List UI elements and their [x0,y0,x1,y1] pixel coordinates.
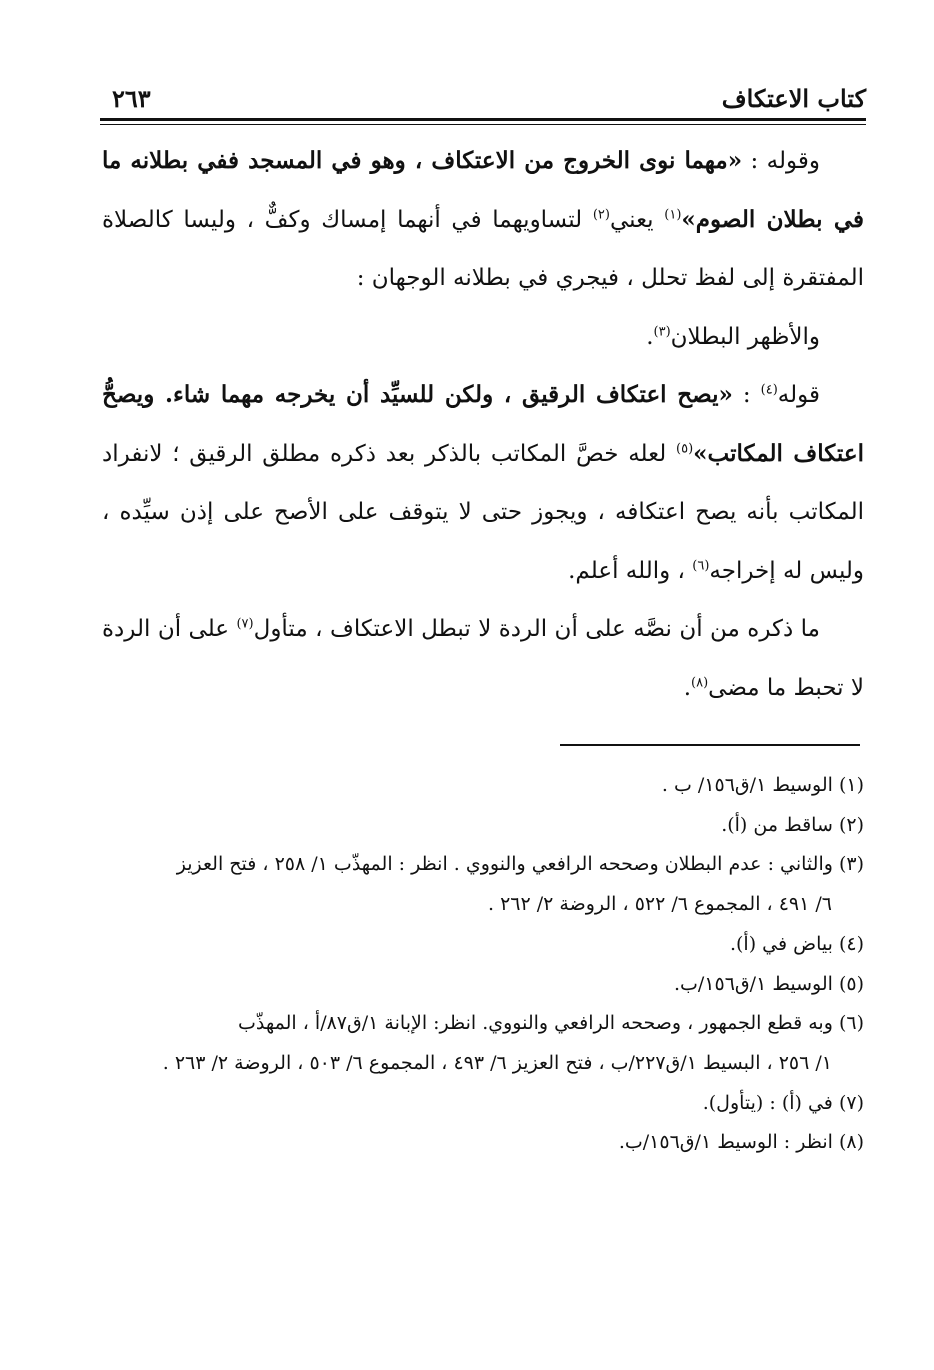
p2-text: والأظهر البطلان [670,323,820,350]
p4-end: . [683,674,692,701]
footnote-ref-6: (٦) [692,557,710,573]
footnotes [102,766,864,1163]
footnote-ref-3: (٣) [653,323,671,339]
header-rule-thick [100,118,866,121]
footnote-2 [102,806,864,846]
paragraph-3 [102,366,864,600]
p3-quote: «يصح اعتكاف الرقيق ، ولكن للسيِّد أن يخرجه مهما شاء. ويصحُّ اعتكاف المكاتب» [102,381,864,467]
footnote-ref-2: (٢) [592,206,610,222]
p4-text-1: ما ذكره من أن نصَّه على أن الردة لا تبطل الاعتكاف ، متأول [253,616,820,642]
footnote-text: الوسيط ١/ق١٥٦/ ب . [661,774,839,796]
footnote-number: (٦) [838,1012,864,1035]
p4-text-2: على أن الردة لا تحبط ما مضى [102,616,864,701]
paragraph-1 [102,132,864,308]
p3-colon: : [732,382,761,408]
p2-end: . [646,323,654,350]
footnote-number: (٢) [838,813,864,836]
footnote-ref-1: (١) [664,206,682,222]
footnote-text: انظر : الوسيط ١/ق١٥٦/ب. [618,1131,839,1154]
footnote-7 [102,1084,864,1124]
footnote-4 [102,925,864,965]
footnote-number: (٨) [838,1131,864,1154]
footnote-text: في (أ) : (يتأول). [702,1091,839,1114]
p3-intro: قوله [777,382,821,408]
footnote-separator [560,744,860,746]
p1-text-1: يعني [609,206,665,233]
p1-text-2: لتساويهما في أنهما إمساك وكفٌّ ، وليسا كالصلاة المفتقرة إلى لفظ تحلل ، فيجري في بطلانه الوجهان : [102,206,864,291]
footnote-5 [102,965,864,1005]
page-number: ٢٦٣ [112,84,151,113]
footnote-ref-5: (٥) [676,440,694,456]
p3-text-1: لعله خصَّ المكاتب بالذكر بعد ذكره مطلق الرقيق ؛ لانفراد المكاتب بأنه يصح اعتكافه ، ويجوز حتى لا يتوقف على الأصح على إذن سيِّده ، وليس له إخراجه [102,440,864,584]
footnote-6 [102,1004,864,1083]
footnote-continuation: ١/ ٢٥٦ ، البسيط ١/ق٢٢٧/ب ، فتح العزيز ٦/ ٤٩٣ ، المجموع ٦/ ٥٠٣ ، الروضة ٢/ ٢٦٣ . [162,1051,832,1074]
p1-intro: وقوله : [742,148,820,174]
header-rule-thin [100,124,866,125]
footnote-number: (١) [838,774,864,796]
main-text [102,132,864,717]
footnote-number: (٧) [838,1091,864,1114]
footnote-text: الوسيط ١/ق١٥٦/ب. [673,972,839,995]
footnote-3 [102,845,864,924]
footnote-1 [102,766,864,806]
footnote-ref-7: (٧) [236,616,254,632]
p1-quote: «مهما نوى الخروج من الاعتكاف ، وهو في المسجد ففي بطلانه ما في بطلان الصوم» [102,147,865,233]
footnote-ref-8: (٨) [691,674,709,690]
p3-text-2: ، والله أعلم. [568,557,693,584]
footnote-8 [102,1123,864,1163]
paragraph-2 [102,308,864,367]
footnote-text: ساقط من (أ). [721,813,839,836]
page-header [100,80,866,120]
running-title: كتاب الاعتكاف [721,84,866,113]
footnote-ref-4: (٤) [760,382,778,398]
footnote-text: بياض في (أ). [729,932,839,955]
footnote-text: والثاني : عدم البطلان وصححه الرافعي والنووي . انظر : المهذّب ١/ ٢٥٨ ، فتح العزيز [176,853,839,876]
footnote-text: وبه قطع الجمهور ، وصححه الرافعي والنووي. انظر: الإبانة ١/ق٨٧/أ ، المهذّب [238,1012,839,1035]
footnote-number: (٥) [838,972,864,995]
footnote-number: (٣) [838,853,864,876]
footnote-continuation: ٦/ ٤٩١ ، المجموع ٦/ ٥٢٢ ، الروضة ٢/ ٢٦٢ . [487,893,832,916]
footnote-number: (٤) [838,932,864,955]
paragraph-4 [102,600,864,717]
